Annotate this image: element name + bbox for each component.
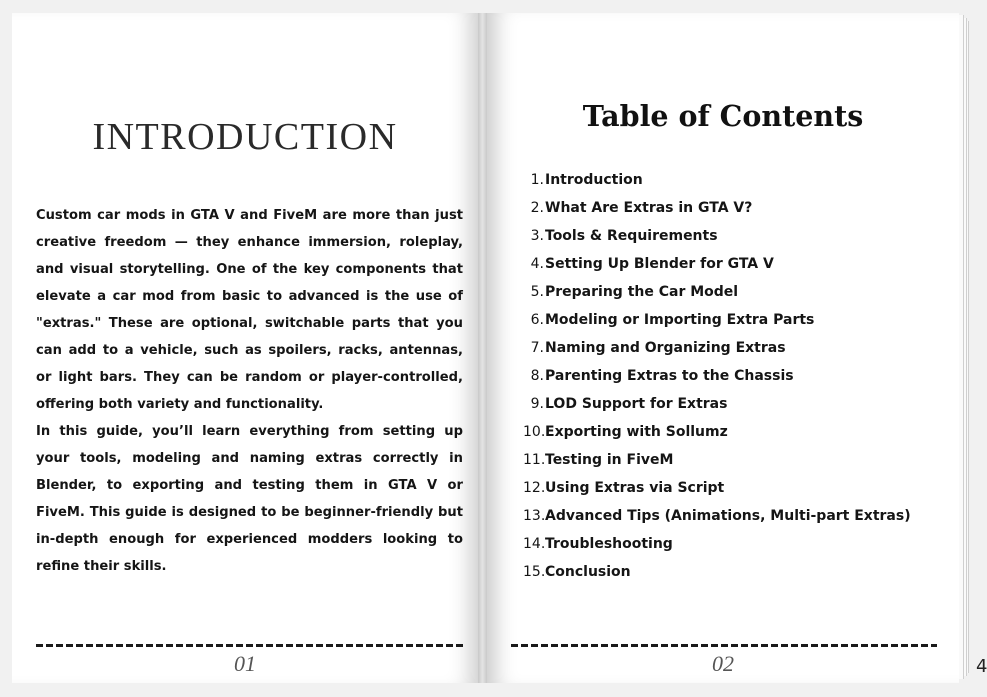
toc-item-number: 6. — [530, 312, 544, 328]
toc-item-number: 9. — [530, 396, 544, 412]
left-page — [12, 13, 478, 683]
toc-item-number: 7. — [530, 340, 544, 356]
toc-item-label: Introduction — [545, 172, 643, 188]
toc-item-number: 14. — [523, 536, 546, 552]
page-number: 01 — [234, 651, 256, 676]
table-of-contents — [523, 166, 943, 586]
toc-item-number: 15. — [523, 564, 546, 580]
toc-item-number: 1. — [530, 172, 544, 188]
toc-item-number: 8. — [530, 368, 544, 384]
toc-item — [523, 446, 943, 474]
toc-item-number: 11. — [523, 452, 546, 468]
toc-item-label: Setting Up Blender for GTA V — [545, 256, 774, 272]
toc-item-number: 3. — [530, 228, 544, 244]
corner-text: 4 — [976, 656, 987, 677]
book-spine-gutter — [478, 13, 487, 683]
toc-item-label: Troubleshooting — [545, 536, 673, 552]
page-title: INTRODUCTION — [92, 116, 398, 158]
intro-body — [36, 202, 463, 580]
toc-item — [523, 362, 943, 390]
toc-item-number: 2. — [530, 200, 544, 216]
toc-item — [523, 222, 943, 250]
toc-item — [523, 278, 943, 306]
page-number: 02 — [712, 651, 734, 676]
toc-item-label: Preparing the Car Model — [545, 284, 739, 300]
toc-item — [523, 194, 943, 222]
toc-item — [523, 166, 943, 194]
toc-item-number: 12. — [523, 480, 546, 496]
page-stack-edge — [959, 15, 964, 679]
toc-item-label: Modeling or Importing Extra Parts — [545, 312, 815, 328]
toc-item-label: Parenting Extras to the Chassis — [545, 368, 794, 384]
toc-item-label: Using Extras via Script — [545, 480, 725, 496]
toc-item-label: LOD Support for Extras — [545, 396, 728, 412]
toc-item-label: Testing in FiveM — [545, 452, 674, 468]
toc-item — [523, 474, 943, 502]
toc-item-label: Advanced Tips (Animations, Multi-part Extras) — [545, 508, 911, 524]
toc-item-number: 5. — [530, 284, 544, 300]
toc-item — [523, 502, 943, 530]
dashed-divider — [511, 644, 937, 647]
toc-item-label: Exporting with Sollumz — [545, 424, 728, 440]
toc-item-number: 4. — [530, 256, 544, 272]
intro-paragraph: Custom car mods in GTA V and FiveM are more than just creative freedom — they enhance immersion, roleplay, and visual storytelling. One of the key components that elevate a car mod from basic to advanced is the use of "extras." These are optional, switchable parts that you can add to a vehicle, such as spoilers, racks, antennas, or light bars. They can be random or player-controlled, offering both variety and functionality. — [36, 208, 463, 412]
toc-item — [523, 250, 943, 278]
toc-item — [523, 306, 943, 334]
toc-item — [523, 558, 943, 586]
toc-item — [523, 418, 943, 446]
toc-item — [523, 334, 943, 362]
toc-item-label: What Are Extras in GTA V? — [545, 200, 753, 216]
toc-item-label: Naming and Organizing Extras — [545, 340, 786, 356]
toc-title: Table of Contents — [582, 99, 864, 133]
toc-item — [523, 390, 943, 418]
toc-item-number: 10. — [523, 424, 546, 440]
toc-item-label: Tools & Requirements — [545, 228, 718, 244]
toc-item — [523, 530, 943, 558]
dashed-divider — [36, 644, 463, 647]
toc-item-number: 13. — [523, 508, 546, 524]
toc-item-label: Conclusion — [545, 564, 631, 580]
intro-paragraph: In this guide, you’ll learn everything from setting up your tools, modeling and naming extras correctly in Blender, to exporting and testing them in GTA V or FiveM. This guide is designed to be beginner-friendly but in-depth enough for experienced modders looking to refine their skills. — [36, 424, 463, 574]
right-page — [487, 13, 959, 683]
